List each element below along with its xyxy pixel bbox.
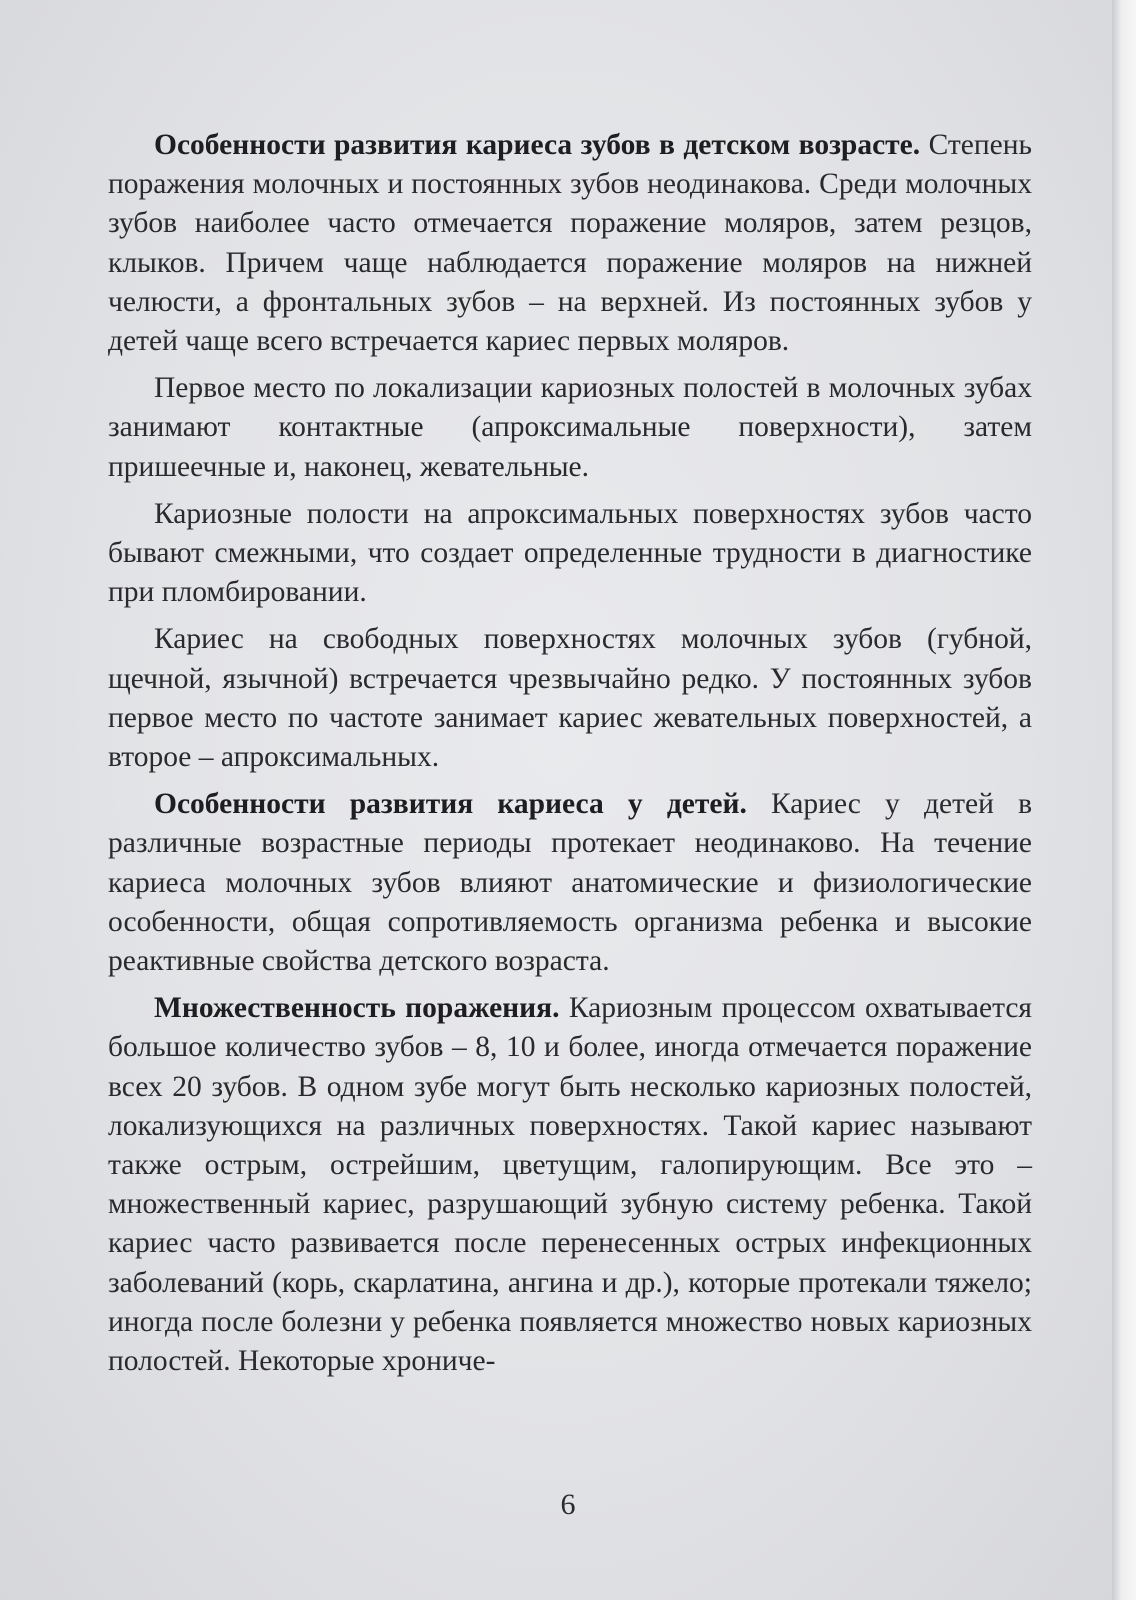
paragraph-text: Первое место по локализации кариозных полостей в молочных зубах занимают контактные (апроксимальные поверхности), затем пришеечные и, наконец, жевательные. <box>108 372 1032 483</box>
paragraph-5 <box>108 785 1032 981</box>
section-heading: Особенности развития кариеса у детей. <box>154 788 747 821</box>
section-heading: Особенности развития кариеса зубов в детском возрасте. <box>154 129 921 161</box>
paragraph-4 <box>108 620 1032 777</box>
paragraph-text: Кариес на свободных поверхностях молочных зубов (губной, щечной, язычной) встречается чрезвычайно редко. У постоянных зубов первое место по частоте занимает кариес жевательных поверхностей, а второе – апроксимальных. <box>108 623 1032 774</box>
paragraph-text: Степень поражения молочных и постоянных зубов неодинакова. Среди молочных зубов наиболее часто отмечается поражение моляров, затем резцов, клыков. Причем чаще наблюдается поражение моляров на нижней челюсти, а фронтальных зубов – на верхней. Из постоянных зубов у детей чаще всего встречается кариес первых моляров. <box>108 129 1032 358</box>
paragraph-3 <box>108 495 1032 613</box>
body-text <box>108 126 1032 1389</box>
page-number: 6 <box>560 1488 576 1521</box>
page-edge <box>1112 0 1136 1600</box>
paragraph-text: Кариозные полости на апроксимальных поверхностях зубов часто бывают смежными, что создает определенные трудности в диагностике при пломбировании. <box>108 497 1032 609</box>
section-heading: Множественность поражения. <box>154 992 560 1025</box>
paragraph-6 <box>108 989 1032 1381</box>
paragraph-1 <box>108 126 1032 361</box>
paragraph-text: Кариес у детей в различные возрастные периоды протекает неодинаково. На течение кариеса молочных зубов влияют анатомические и физиологические особенности, общая сопротивляемость организма ребенка и высокие реактивные свойства детского возраста. <box>108 788 1032 978</box>
paragraph-2 <box>108 369 1032 487</box>
paragraph-text: Кариозным процессом охватывается большое количество зубов – 8, 10 и более, иногда отмечается поражение всех 20 зубов. В одном зубе могут быть несколько кариозных полостей, локализующихся на различных поверхностях. Такой кариес называют также острым, острейшим, цветущим, галопирующим. Все это – множественный кариес, разрушающий зубную систему ребенка. Такой кариес часто развивается после перенесенных острых инфекционных заболеваний (корь, скарлатина, ангина и др.), которые протекали тяжело; иногда после болезни у ребенка появляется множество новых кариозных полостей. Некоторые хрониче- <box>108 992 1032 1378</box>
